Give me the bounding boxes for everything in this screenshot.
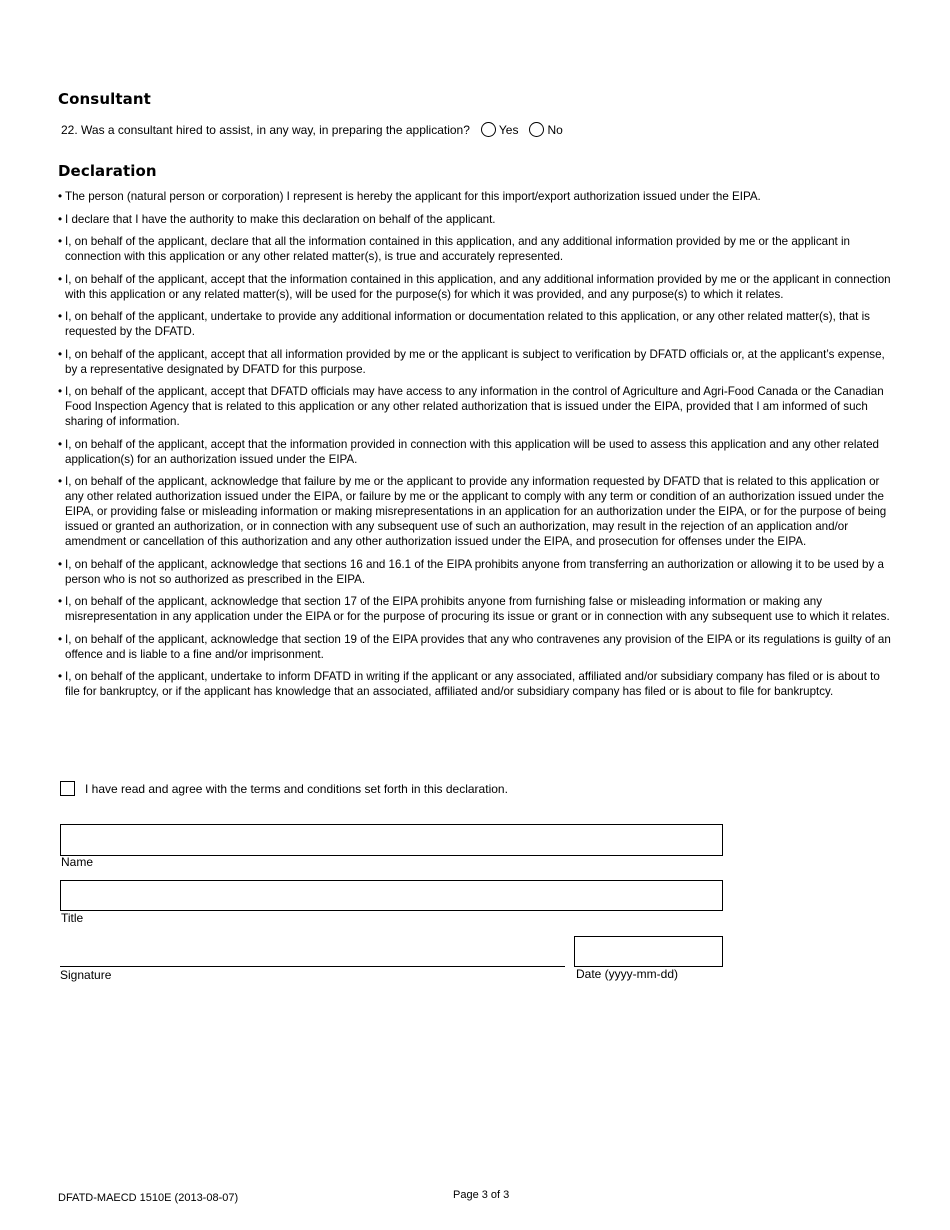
consultant-section-title: Consultant xyxy=(58,90,151,108)
date-label: Date (yyyy-mm-dd) xyxy=(576,967,679,981)
declaration-item: • The person (natural person or corporation) I represent is hereby the applicant for this import/export authorization issued under the EIPA. xyxy=(58,189,894,204)
declaration-item: • I, on behalf of the applicant, accept that DFATD officials may have access to any information in the control of Agriculture and Agri-Food Canada or the Canadian Food Inspection Agency that is related to this application or any other related authorization that is issued under the EIPA, provided that I am informed of such sharing of information. xyxy=(58,384,894,429)
declaration-item: • I declare that I have the authority to make this declaration on behalf of the applicant. xyxy=(58,212,894,227)
declaration-item: • I, on behalf of the applicant, accept that the information provided in connection with this application will be used to assess this application and any other related application(s) for an authorization issued under the EIPA. xyxy=(58,437,894,467)
page-number: Page 3 of 3 xyxy=(453,1189,510,1201)
yes-radio-label: Yes xyxy=(498,122,519,137)
agree-checkbox[interactable] xyxy=(60,781,75,796)
signature-label: Signature xyxy=(60,968,112,982)
yes-radio-button[interactable] xyxy=(481,122,496,137)
declaration-item: • I, on behalf of the applicant, undertake to inform DFATD in writing if the applicant or any associated, affiliated and/or subsidiary company has filed or is about to file for bankruptcy, or if the applicant has knowledge that an associated, affiliated and/or subsidiary company has filed or is about to file for bankruptcy. xyxy=(58,669,894,699)
declaration-item: • I, on behalf of the applicant, acknowledge that section 19 of the EIPA provides that any who contravenes any provision of the EIPA or its regulations is guilty of an offence and is liable to a fine and/or imprisonment. xyxy=(58,632,894,662)
agree-label: I have read and agree with the terms and conditions set forth in this declaration. xyxy=(85,781,508,796)
title-label: Title xyxy=(61,911,84,925)
no-radio-button[interactable] xyxy=(529,122,544,137)
title-input[interactable] xyxy=(60,880,723,911)
name-input[interactable] xyxy=(60,824,723,856)
name-label: Name xyxy=(61,855,94,869)
consultant-question-row xyxy=(61,122,563,137)
declaration-item: • I, on behalf of the applicant, undertake to provide any additional information or documentation related to this application, or any other related matter(s), that is requested by the DFATD. xyxy=(58,309,894,339)
declaration-item: • I, on behalf of the applicant, acknowledge that sections 16 and 16.1 of the EIPA prohibits anyone from transferring an authorization or allowing it to be used by a person who is not so authorized as prescribed in the EIPA. xyxy=(58,557,894,587)
declaration-item: • I, on behalf of the applicant, declare that all the information contained in this application, and any additional information provided by me or the applicant in connection with this application or any other related matter(s), is true and accurately represented. xyxy=(58,234,894,264)
declaration-item: • I, on behalf of the applicant, acknowledge that failure by me or the applicant to provide any information requested by DFATD that is related to this application or any other related authorization issued under the EIPA, or failure by me or the applicant to comply with any term or condition of an authorization issued under the EIPA, or providing false or misleading information or making misrepresentations in an application for an authorization under the EIPA, or for the purpose of being issued or granted an authorization, or in connection with any subsequent use of such an authorization, may result in the rejection of an application and/or amendment or cancellation of this authorization and any other authorization issued under the EIPA, and prosecution for offenses under the EIPA. xyxy=(58,474,894,549)
declaration-item: • I, on behalf of the applicant, accept that all information provided by me or the applicant is subject to verification by DFATD officials or, at the applicant’s expense, by a representative designated by DFATD for this purpose. xyxy=(58,347,894,377)
declaration-item: • I, on behalf of the applicant, acknowledge that section 17 of the EIPA prohibits anyone from furnishing false or misleading information or making any misrepresentation in any application under the EIPA or for the purpose of procuring its issue or grant or in connection with any subsequent use to which it relates. xyxy=(58,594,894,624)
agree-row xyxy=(60,781,508,796)
no-radio-label: No xyxy=(547,122,563,137)
declaration-section-title: Declaration xyxy=(58,162,157,180)
declaration-item: • I, on behalf of the applicant, accept that the information contained in this application, and any additional information provided by me or the applicant in connection with this application or any related matter(s), will be used for the purpose(s) for which it was provided, and any purpose(s) to which it relates. xyxy=(58,272,894,302)
consultant-question-text: 22. Was a consultant hired to assist, in any way, in preparing the application? xyxy=(61,122,470,137)
form-code: DFATD-MAECD 1510E (2013-08-07) xyxy=(58,1192,239,1204)
date-input[interactable] xyxy=(574,936,723,967)
declaration-list xyxy=(58,189,894,707)
signature-line[interactable] xyxy=(60,966,565,967)
